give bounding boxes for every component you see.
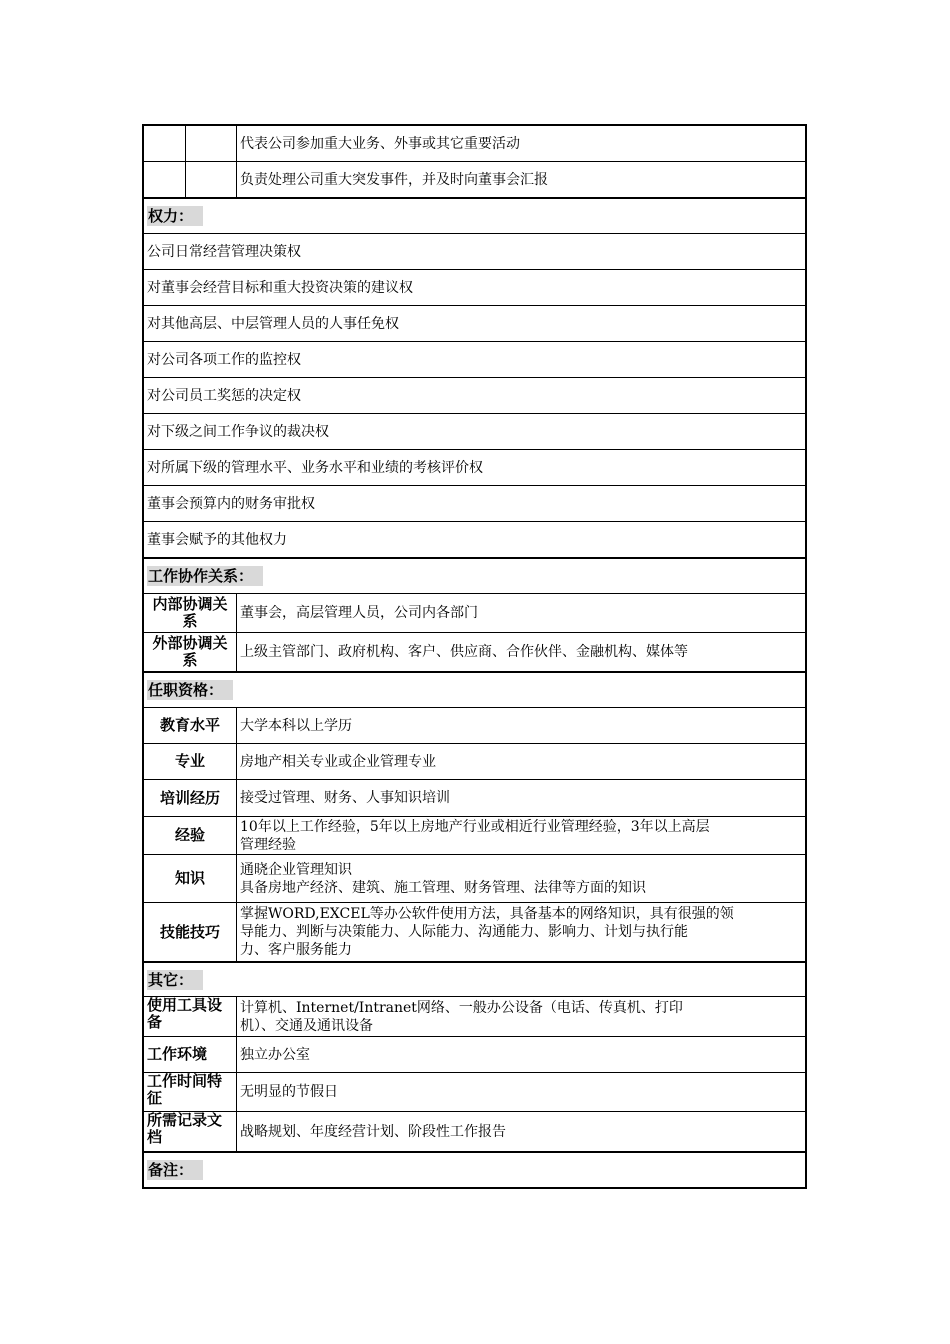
training-row	[144, 780, 805, 817]
education-label: 教育水平	[144, 708, 237, 743]
empty-cell	[186, 162, 237, 197]
power-text: 董事会预算内的财务审批权	[147, 495, 315, 512]
environment-row	[144, 1037, 805, 1073]
internal-relation-value: 董事会，高层管理人员，公司内各部门	[240, 605, 478, 621]
section-title: 权力：	[147, 206, 203, 226]
power-text: 对公司员工奖惩的决定权	[147, 387, 301, 404]
skills-value: 掌握WORD,EXCEL等办公软件使用方法，具备基本的网络知识，具有很强的领 导能力、判断与决策能力、人际能力、沟通能力、影响力、计划与执行能 力、客户服务能力	[240, 906, 734, 958]
skills-label: 技能技巧	[144, 903, 237, 961]
knowledge-row	[144, 855, 805, 903]
power-row	[144, 450, 805, 486]
power-row	[144, 522, 805, 559]
empty-cell	[186, 126, 237, 161]
power-text: 对公司各项工作的监控权	[147, 351, 301, 368]
tools-label: 使用工具设 备	[144, 997, 237, 1036]
experience-value: 10年以上工作经验，5年以上房地产行业或相近行业管理经验，3年以上高层 管理经验	[240, 818, 710, 853]
records-value: 战略规划、年度经营计划、阶段性工作报告	[240, 1123, 506, 1140]
duty-row	[144, 126, 805, 162]
tools-value: 计算机、Internet/Intranet网络、一般办公设备（电话、传真机、打印 机）、交通及通讯设备	[240, 999, 683, 1034]
power-row	[144, 234, 805, 270]
power-row	[144, 378, 805, 414]
education-value: 大学本科以上学历	[240, 717, 352, 734]
internal-relation-label: 内部协调关 系	[144, 594, 237, 632]
power-text: 公司日常经营管理决策权	[147, 243, 301, 260]
section-title: 其它：	[147, 970, 203, 990]
knowledge-label: 知识	[144, 855, 237, 902]
duty-row	[144, 162, 805, 199]
power-row	[144, 270, 805, 306]
power-text: 对所属下级的管理水平、业务水平和业绩的考核评价权	[147, 459, 483, 476]
major-label: 专业	[144, 744, 237, 779]
power-text: 董事会赋予的其他权力	[147, 531, 287, 548]
records-label: 所需记录文 档	[144, 1112, 237, 1151]
training-value: 接受过管理、财务、人事知识培训	[240, 790, 450, 806]
knowledge-value: 通晓企业管理知识 具备房地产经济、建筑、施工管理、财务管理、法律等方面的知识	[240, 861, 646, 896]
work-time-row	[144, 1073, 805, 1112]
power-row	[144, 414, 805, 450]
section-title: 任职资格：	[147, 680, 233, 700]
empty-cell	[144, 126, 186, 161]
section-title: 备注：	[147, 1160, 203, 1180]
other-section-header	[144, 963, 805, 997]
cooperation-section-header	[144, 559, 805, 594]
major-row	[144, 744, 805, 780]
job-description-table	[142, 124, 807, 1189]
duty-text: 代表公司参加重大业务、外事或其它重要活动	[240, 135, 520, 152]
environment-label: 工作环境	[144, 1037, 237, 1072]
education-row	[144, 708, 805, 744]
power-row	[144, 342, 805, 378]
work-time-label: 工作时间特 征	[144, 1073, 237, 1111]
power-text: 对董事会经营目标和重大投资决策的建议权	[147, 279, 413, 296]
notes-section-header	[144, 1153, 805, 1187]
major-value: 房地产相关专业或企业管理专业	[240, 753, 436, 770]
experience-row	[144, 817, 805, 855]
external-relation-value: 上级主管部门、政府机构、客户、供应商、合作伙伴、金融机构、媒体等	[240, 644, 688, 660]
qualifications-section-header	[144, 673, 805, 708]
environment-value: 独立办公室	[240, 1046, 310, 1063]
records-row	[144, 1112, 805, 1153]
powers-section-header	[144, 199, 805, 234]
skills-row	[144, 903, 805, 963]
internal-relation-row	[144, 594, 805, 633]
training-label: 培训经历	[144, 780, 237, 816]
power-row	[144, 486, 805, 522]
empty-cell	[144, 162, 186, 197]
duty-text: 负责处理公司重大突发事件，并及时向董事会汇报	[240, 171, 548, 188]
experience-label: 经验	[144, 817, 237, 854]
external-relation-row	[144, 633, 805, 673]
power-text: 对下级之间工作争议的裁决权	[147, 423, 329, 440]
section-title: 工作协作关系：	[147, 566, 263, 586]
tools-row	[144, 997, 805, 1037]
external-relation-label: 外部协调关 系	[144, 633, 237, 671]
work-time-value: 无明显的节假日	[240, 1084, 338, 1100]
power-row	[144, 306, 805, 342]
power-text: 对其他高层、中层管理人员的人事任免权	[147, 315, 399, 332]
